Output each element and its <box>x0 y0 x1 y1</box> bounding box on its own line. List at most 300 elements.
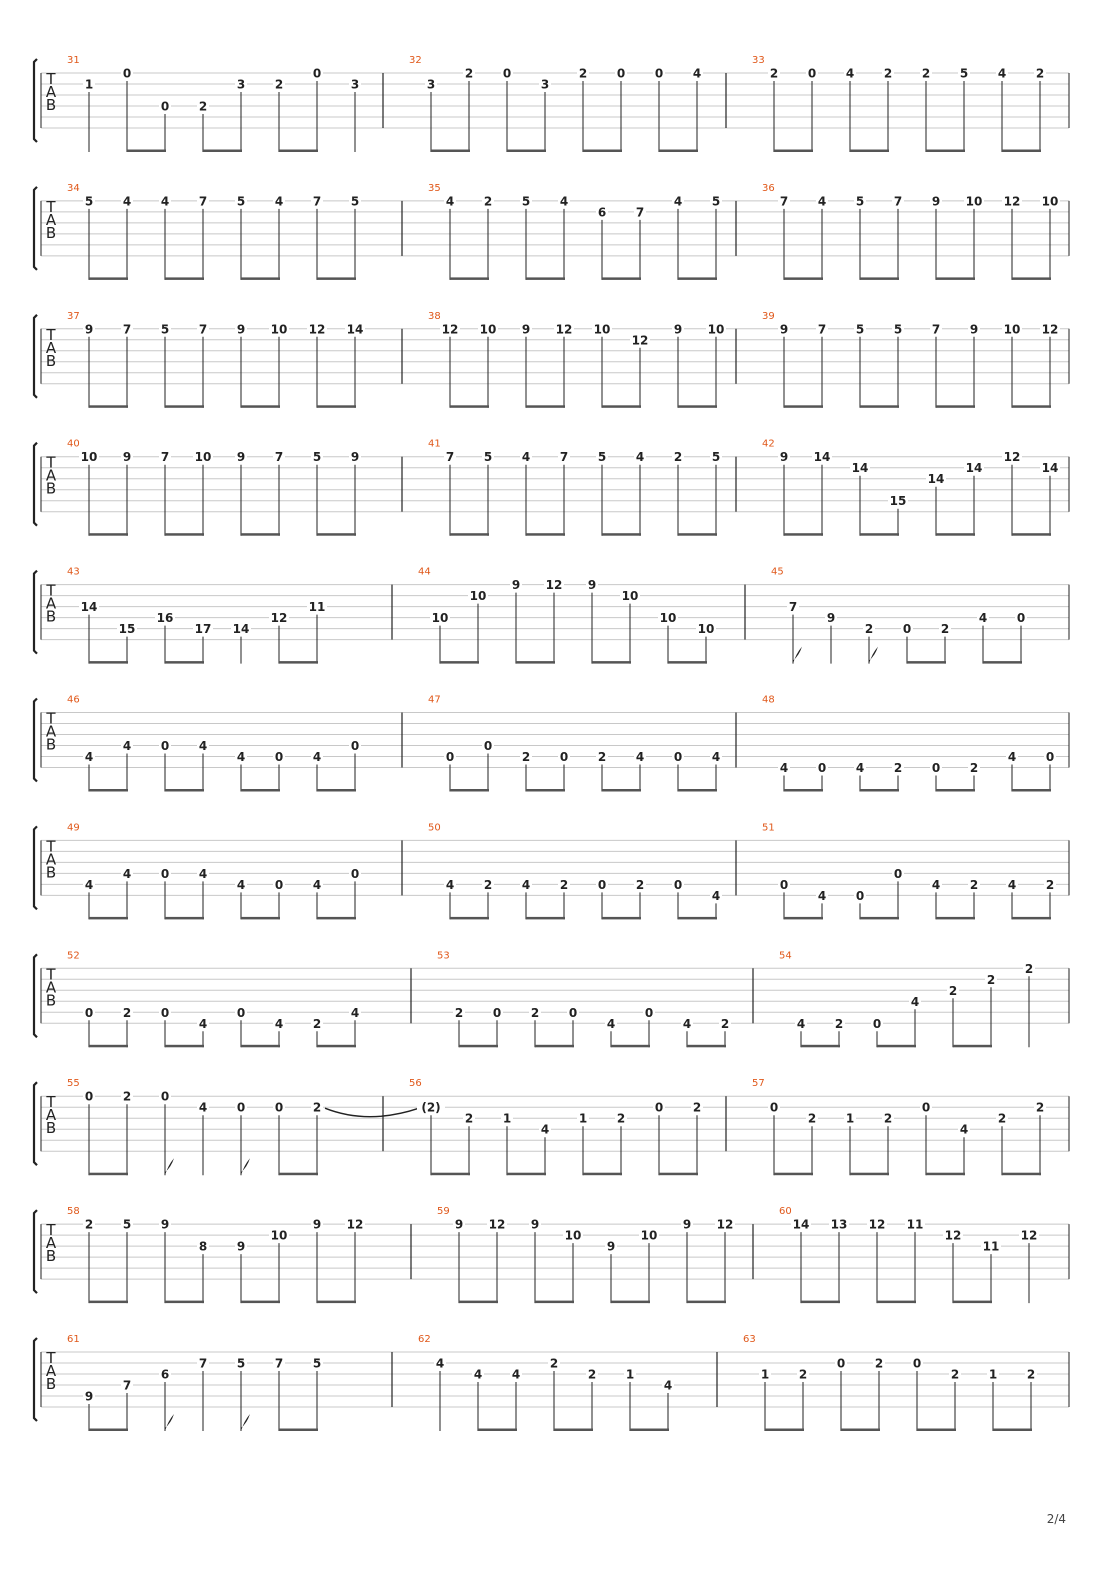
note-beam <box>89 405 128 408</box>
fret-number: 4 <box>997 66 1007 81</box>
fret-number: 10 <box>965 194 983 209</box>
fret-number: 14 <box>851 461 869 476</box>
note-beam <box>659 150 698 153</box>
tab-clef-letter: B <box>45 1247 57 1266</box>
note-beam <box>526 917 565 920</box>
measure-number: 53 <box>437 950 450 962</box>
measure <box>762 822 1056 919</box>
fret-number: 4 <box>521 877 531 892</box>
fret-number: 2 <box>1026 1367 1036 1382</box>
measure <box>779 950 1035 1047</box>
fret-number: 2 <box>769 66 779 81</box>
fret-number: 1 <box>988 1367 998 1382</box>
measure-number: 35 <box>428 182 441 194</box>
tab-clef-letter: T <box>46 965 56 984</box>
fret-number: 2 <box>521 750 531 764</box>
measure <box>67 1206 365 1303</box>
note-beam <box>630 1429 669 1432</box>
fret-number: 0 <box>274 877 284 892</box>
fret-number: 2 <box>921 66 931 81</box>
fret-number: 17 <box>194 622 212 637</box>
fret-number: 0 <box>769 1100 779 1115</box>
fret-number: 4 <box>274 194 284 209</box>
fret-number: 4 <box>198 1016 208 1031</box>
note-beam <box>860 277 899 280</box>
fret-number: 2 <box>864 622 874 637</box>
fret-number: 7 <box>559 450 569 465</box>
measure-number: 52 <box>67 950 80 962</box>
note-beam <box>1012 533 1051 536</box>
fret-number: 10 <box>621 589 639 604</box>
fret-number: 0 <box>673 750 683 764</box>
fret-number: 12 <box>1041 322 1059 337</box>
tab-clef-letter: B <box>45 96 57 114</box>
note-beam <box>241 917 280 920</box>
note-beam <box>602 405 641 408</box>
tab-clef-letter: B <box>45 1375 57 1393</box>
system-bracket <box>34 571 37 654</box>
measure <box>67 311 365 408</box>
note-beam <box>203 150 242 153</box>
measure-number: 37 <box>67 310 80 322</box>
note-beam <box>89 533 128 536</box>
measure <box>437 1206 735 1303</box>
note-beam <box>907 661 946 664</box>
tab-clef-letter: A <box>45 978 57 997</box>
fret-number: 6 <box>160 1367 170 1382</box>
note-beam <box>687 1301 726 1304</box>
fret-number: 7 <box>788 600 798 615</box>
fret-number: 2 <box>578 66 588 81</box>
measure-number: 42 <box>762 438 775 450</box>
measure <box>762 439 1060 536</box>
fret-number: 0 <box>807 66 817 81</box>
note-beam <box>89 1429 128 1432</box>
note-flag <box>793 647 802 664</box>
note-beam <box>317 277 356 280</box>
tab-clef-letter: B <box>45 991 57 1010</box>
tab-clef-letter: B <box>45 351 57 370</box>
fret-number: 0 <box>644 1005 654 1020</box>
fret-number: 7 <box>312 194 322 209</box>
note-beam <box>165 1045 204 1048</box>
fret-number: 2 <box>1045 877 1055 892</box>
fret-number: 1 <box>625 1367 635 1382</box>
note-beam <box>431 150 470 153</box>
note-beam <box>687 1045 726 1048</box>
fret-number: 14 <box>927 472 945 487</box>
fret-number: 0 <box>855 888 865 903</box>
fret-number: 15 <box>889 494 907 509</box>
fret-number: 4 <box>350 1005 360 1020</box>
fret-number: 10 <box>1003 322 1021 337</box>
fret-number: 0 <box>654 1100 664 1115</box>
note-beam <box>89 1173 128 1176</box>
system-bracket <box>34 1338 37 1421</box>
measure-number: 39 <box>762 310 775 322</box>
measure-number: 51 <box>762 822 775 834</box>
note-beam <box>89 1045 128 1048</box>
fret-number: 0 <box>350 739 360 753</box>
tab-clef-letter: T <box>46 197 56 216</box>
measure <box>67 439 361 536</box>
system-bracket <box>34 59 37 142</box>
note-beam <box>241 533 280 536</box>
note-beam <box>89 661 128 664</box>
fret-number: 12 <box>308 322 326 337</box>
fret-number: 9 <box>606 1239 616 1254</box>
note-beam <box>611 1045 650 1048</box>
fret-number: 2 <box>198 99 208 114</box>
note-flag <box>869 647 878 664</box>
fret-number: 9 <box>673 322 683 337</box>
fret-number: 15 <box>118 622 136 637</box>
measure-number: 60 <box>779 1206 792 1218</box>
note-beam <box>850 1173 889 1176</box>
tie-arc <box>325 1108 419 1117</box>
fret-number: 0 <box>921 1100 931 1115</box>
measure <box>428 822 722 919</box>
fret-number: 0 <box>492 1005 502 1020</box>
fret-number: 2 <box>464 1111 474 1126</box>
note-beam <box>860 917 899 920</box>
fret-number: 11 <box>982 1239 1000 1254</box>
note-beam <box>953 1045 992 1048</box>
fret-number: 2 <box>84 1217 94 1232</box>
note-beam <box>165 917 204 920</box>
fret-number: 4 <box>959 1122 969 1137</box>
note-flag <box>241 1414 250 1431</box>
measure-number: 57 <box>752 1078 765 1090</box>
note-beam <box>678 917 717 920</box>
fret-number: 4 <box>559 194 569 209</box>
page-number: 2/4 <box>1046 1512 1066 1526</box>
fret-number: 1 <box>502 1111 512 1126</box>
tab-system <box>34 1334 1069 1431</box>
fret-number: 7 <box>198 1356 208 1371</box>
note-beam <box>317 533 356 536</box>
tab-system <box>34 695 1069 792</box>
note-beam <box>917 1429 956 1432</box>
note-beam <box>241 789 280 792</box>
fret-number: 0 <box>1045 750 1055 764</box>
fret-number: 10 <box>593 322 611 337</box>
measure-number: 47 <box>428 694 441 706</box>
fret-number: 3 <box>540 77 550 92</box>
note-beam <box>507 1173 546 1176</box>
fret-number: 1 <box>845 1111 855 1126</box>
note-beam <box>241 1045 280 1048</box>
fret-number: 14 <box>80 600 98 615</box>
fret-number: 9 <box>350 450 360 465</box>
fret-number: 2 <box>692 1100 702 1115</box>
measure-number: 40 <box>67 438 80 450</box>
fret-number: 0 <box>122 66 132 81</box>
fret-number: 10 <box>659 611 677 626</box>
measure <box>762 311 1060 408</box>
note-beam <box>602 533 641 536</box>
fret-number: 0 <box>160 1005 170 1020</box>
fret-number: 2 <box>530 1005 540 1020</box>
fret-number: 2 <box>122 1089 132 1104</box>
fret-number: 0 <box>931 761 941 775</box>
fret-number: 4 <box>540 1122 550 1137</box>
fret-number: 0 <box>597 877 607 892</box>
fret-number: 14 <box>232 622 250 637</box>
fret-number: 2 <box>807 1111 817 1126</box>
fret-number: 14 <box>1041 461 1059 476</box>
fret-number: 9 <box>312 1217 322 1232</box>
note-beam <box>317 1045 356 1048</box>
fret-number: 2 <box>549 1356 559 1371</box>
measure <box>67 55 361 152</box>
measure-number: 32 <box>409 55 422 66</box>
fret-number: 2 <box>948 983 958 998</box>
measure <box>67 822 361 919</box>
fret-number: 3 <box>236 77 246 92</box>
fret-number: 5 <box>122 1217 132 1232</box>
fret-number: 5 <box>711 194 721 209</box>
fret-number: 2 <box>483 194 493 209</box>
fret-number: 0 <box>84 1089 94 1104</box>
measure <box>428 311 726 408</box>
fret-number: 5 <box>893 322 903 337</box>
note-beam <box>953 1301 992 1304</box>
fret-number: 10 <box>469 589 487 604</box>
fret-number: 12 <box>555 322 573 337</box>
note-beam <box>936 277 975 280</box>
note-beam <box>89 917 128 920</box>
fret-number: 12 <box>716 1217 734 1232</box>
note-beam <box>659 1173 698 1176</box>
tab-system <box>34 439 1069 536</box>
fret-number: 10 <box>270 1228 288 1243</box>
fret-number: 4 <box>122 739 132 753</box>
measure-number: 62 <box>418 1334 431 1345</box>
fret-number: 0 <box>274 1100 284 1115</box>
tab-clef-letter: B <box>45 479 57 498</box>
note-beam <box>784 277 823 280</box>
fret-number: 4 <box>817 194 827 209</box>
fret-number: 0 <box>445 750 455 764</box>
note-beam <box>526 789 565 792</box>
measure-number: 45 <box>771 566 784 578</box>
fret-number: 8 <box>198 1239 208 1254</box>
tab-clef-letter: A <box>45 850 57 869</box>
note-beam <box>165 1301 204 1304</box>
fret-number: 10 <box>194 450 212 465</box>
fret-number: 13 <box>830 1217 848 1232</box>
tab-clef-letter: A <box>45 1362 57 1380</box>
fret-number: 4 <box>445 877 455 892</box>
fret-number: 4 <box>521 450 531 465</box>
fret-number: 3 <box>350 77 360 92</box>
note-beam <box>165 789 204 792</box>
measure <box>67 695 361 792</box>
fret-number: 12 <box>1003 194 1021 209</box>
fret-number: (2) <box>421 1100 441 1115</box>
fret-number: 2 <box>969 877 979 892</box>
fret-number: 5 <box>959 66 969 81</box>
fret-number: 7 <box>445 450 455 465</box>
fret-number: 1 <box>578 1111 588 1126</box>
system-bracket <box>34 315 37 398</box>
fret-number: 0 <box>568 1005 578 1020</box>
note-beam <box>535 1301 574 1304</box>
fret-number: 11 <box>906 1217 924 1232</box>
fret-number: 0 <box>483 739 493 753</box>
note-flag <box>241 1158 250 1175</box>
note-beam <box>450 533 489 536</box>
tab-clef-letter: B <box>45 735 57 754</box>
fret-number: 2 <box>312 1016 322 1031</box>
fret-number: 4 <box>682 1016 692 1031</box>
fret-number: 4 <box>845 66 855 81</box>
note-beam <box>279 1429 318 1432</box>
fret-number: 4 <box>312 750 322 764</box>
measure <box>762 695 1056 792</box>
fret-number: 4 <box>84 877 94 892</box>
fret-number: 2 <box>986 972 996 987</box>
measure <box>67 950 361 1047</box>
fret-number: 5 <box>521 194 531 209</box>
system-bracket <box>34 1082 37 1165</box>
measure-number: 38 <box>428 310 441 322</box>
measure-number: 50 <box>428 822 441 834</box>
tab-clef-letter: T <box>46 1221 56 1240</box>
fret-number: 12 <box>270 611 288 626</box>
fret-number: 4 <box>511 1367 521 1382</box>
note-beam <box>279 661 318 664</box>
fret-number: 4 <box>473 1367 483 1382</box>
fret-number: 5 <box>350 194 360 209</box>
fret-number: 12 <box>631 333 649 348</box>
measure <box>67 183 361 280</box>
measure-number: 54 <box>779 950 792 962</box>
tab-system <box>34 183 1069 280</box>
fret-number: 2 <box>635 877 645 892</box>
measure-number: 44 <box>418 566 431 578</box>
measure <box>771 567 1027 664</box>
fret-number: 4 <box>635 750 645 764</box>
fret-number: 10 <box>479 322 497 337</box>
note-beam <box>317 917 356 920</box>
fret-number: 2 <box>950 1367 960 1382</box>
note-beam <box>450 917 489 920</box>
fret-number: 2 <box>483 877 493 892</box>
fret-number: 4 <box>198 866 208 881</box>
note-beam <box>1012 405 1051 408</box>
note-beam <box>936 789 975 792</box>
fret-number: 0 <box>872 1016 882 1031</box>
fret-number: 4 <box>312 877 322 892</box>
tab-clef-letter: T <box>46 1349 56 1367</box>
tab-clef-letter: A <box>45 83 57 101</box>
fret-number: 0 <box>902 622 912 637</box>
fret-number: 2 <box>997 1111 1007 1126</box>
fret-number: 2 <box>597 750 607 764</box>
fret-number: 4 <box>122 194 132 209</box>
fret-number: 11 <box>308 600 326 615</box>
fret-number: 2 <box>874 1356 884 1371</box>
fret-number: 12 <box>441 322 459 337</box>
fret-number: 0 <box>84 1005 94 1020</box>
measure <box>762 183 1060 280</box>
fret-number: 12 <box>944 1228 962 1243</box>
system-bracket <box>34 699 37 782</box>
measure <box>437 950 731 1047</box>
fret-number: 4 <box>1007 877 1017 892</box>
fret-number: 4 <box>817 888 827 903</box>
fret-number: 0 <box>673 877 683 892</box>
fret-number: 4 <box>84 750 94 764</box>
fret-number: 0 <box>616 66 626 81</box>
note-beam <box>784 405 823 408</box>
fret-number: 5 <box>855 322 865 337</box>
fret-number: 9 <box>969 322 979 337</box>
fret-number: 2 <box>893 761 903 775</box>
fret-number: 12 <box>1003 450 1021 465</box>
measure-number: 46 <box>67 694 80 706</box>
fret-number: 9 <box>84 1389 94 1404</box>
fret-number: 9 <box>236 450 246 465</box>
fret-number: 2 <box>312 1100 322 1115</box>
fret-number: 5 <box>312 450 322 465</box>
note-beam <box>241 405 280 408</box>
measure-number: 43 <box>67 566 80 578</box>
measure-number: 55 <box>67 1078 80 1090</box>
fret-number: 4 <box>160 194 170 209</box>
measure <box>67 567 327 664</box>
note-beam <box>478 1429 517 1432</box>
note-beam <box>450 277 489 280</box>
note-beam <box>765 1429 804 1432</box>
fret-number: 12 <box>545 578 563 593</box>
note-beam <box>1002 150 1041 153</box>
fret-number: 12 <box>1020 1228 1038 1243</box>
note-beam <box>850 150 889 153</box>
fret-number: 0 <box>893 866 903 881</box>
note-flag <box>165 1158 174 1175</box>
note-beam <box>860 533 899 536</box>
note-beam <box>877 1301 916 1304</box>
fret-number: 5 <box>236 194 246 209</box>
fret-number: 0 <box>836 1356 846 1371</box>
measure-number: 59 <box>437 1206 450 1218</box>
fret-number: 7 <box>122 1378 132 1393</box>
fret-number: 2 <box>673 450 683 465</box>
note-beam <box>860 405 899 408</box>
note-flag <box>165 1414 174 1431</box>
fret-number: 4 <box>198 1100 208 1115</box>
fret-number: 14 <box>813 450 831 465</box>
fret-number: 2 <box>587 1367 597 1382</box>
note-beam <box>526 277 565 280</box>
fret-number: 4 <box>855 761 865 775</box>
fret-number: 0 <box>350 866 360 881</box>
fret-number: 7 <box>274 1356 284 1371</box>
fret-number: 16 <box>156 611 174 626</box>
fret-number: 0 <box>817 761 827 775</box>
note-beam <box>89 789 128 792</box>
tab-clef-letter: T <box>46 1093 56 1112</box>
fret-number: 2 <box>454 1005 464 1020</box>
fret-number: 4 <box>796 1016 806 1031</box>
fret-number: 7 <box>198 322 208 337</box>
measure <box>418 567 716 664</box>
fret-number: 0 <box>654 66 664 81</box>
measure-number: 58 <box>67 1206 80 1218</box>
